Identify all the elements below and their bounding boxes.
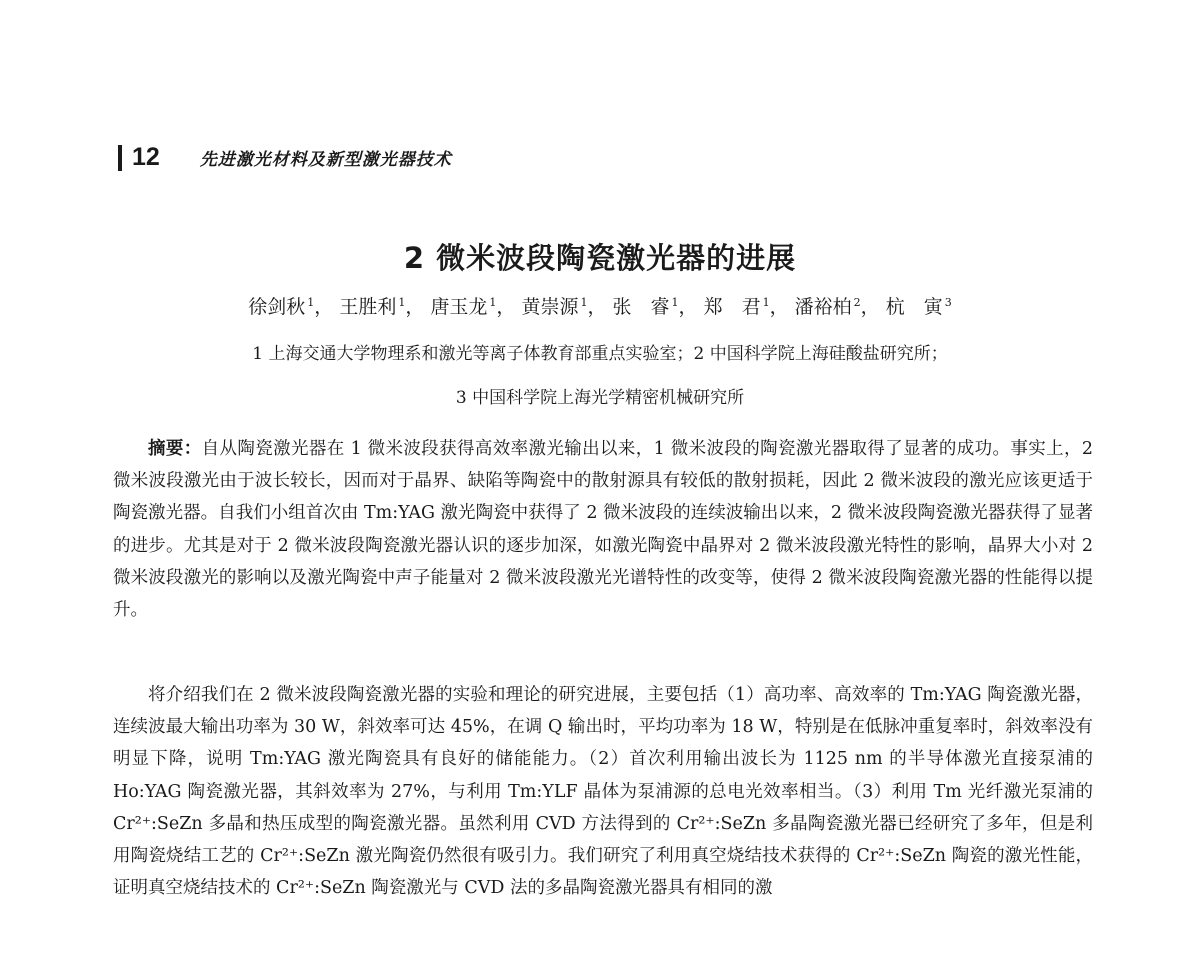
header-bar	[118, 145, 122, 171]
author-affiliation-mark: 1	[398, 296, 406, 309]
affiliation-line-2: 3 中国科学院上海光学精密机械研究所	[455, 388, 745, 408]
author-affiliation-mark: 1	[671, 296, 679, 309]
article-title: 2 微米波段陶瓷激光器的进展	[403, 241, 797, 275]
running-header	[118, 143, 452, 172]
affiliation-line-1: 1 上海交通大学物理系和激光等离子体教育部重点实验室；2 中国科学院上海硅酸盐研究所；	[252, 344, 948, 364]
author-name: 唐玉龙	[430, 296, 488, 318]
author-name: 郑 君	[703, 296, 761, 318]
author-affiliation-mark: 3	[944, 296, 952, 309]
book-title: 先进激光材料及新型激光器技术	[199, 150, 452, 170]
author-list: 徐剑秋 $^1$， 王胜利 $^1$， 唐玉龙 $^1$， 黄崇源 $^1$， 张 睿 $^1$， 郑 君 $^1$， 潘裕柏 $^2$， 杭 寅 $^3$	[248, 296, 952, 318]
author-name: 张 睿	[612, 296, 670, 318]
author-name: 王胜利	[339, 296, 397, 318]
author-affiliation-mark: 1	[762, 296, 770, 309]
page-number: 12	[132, 143, 160, 171]
author-name: 潘裕柏	[794, 296, 852, 318]
abstract-label: 摘要：	[148, 439, 202, 459]
author-name: 徐剑秋	[248, 296, 306, 318]
abstract-text: 自从陶瓷激光器在 1 微米波段获得高效率激光输出以来，1 微米波段的陶瓷激光器取得了显著的成功。事实上，2 微米波段激光由于波长较长，因而对于晶界、缺陷等陶瓷中的散射源具有较低的散射损耗，因此 2 微米波段的激光应该更适于陶瓷激光器。自我们小组首次由 Tm:YAG 激光陶瓷中获得了 2 微米波段的连续波输出以来，2 微米波段陶瓷激光器获得了显著的进步。尤其是对于 2 微米波段陶瓷激光器认识的逐步加深，如激光陶瓷中晶界对 2 微米波段激光特性的影响，晶界大小对 2 微米波段激光的影响以及激光陶瓷中声子能量对 2 微米波段激光光谱特性的改变等，使得 2 微米波段陶瓷激光器的性能得以提升。	[113, 439, 1094, 621]
author-affiliation-mark: 1	[580, 296, 588, 309]
author-affiliation-mark: 1	[489, 296, 497, 309]
author-affiliation-mark: 2	[853, 296, 861, 309]
author-name: 杭 寅	[885, 296, 943, 318]
author-affiliation-mark: 1	[307, 296, 315, 309]
author-name: 黄崇源	[521, 296, 579, 318]
abstract-paragraph	[113, 433, 1093, 626]
intro-paragraph: 将介绍我们在 2 微米波段陶瓷激光器的实验和理论的研究进展，主要包括（1）高功率、高效率的 Tm:YAG 陶瓷激光器，连续波最大输出功率为 30 W，斜效率可达 45%，在调 Q 输出时，平均功率为 18 W，特别是在低脉冲重复率时，斜效率没有明显下降，说明 Tm:YAG 激光陶瓷具有良好的储能能力。（2）首次利用输出波长为 1125 nm 的半导体激光直接泵浦的 Ho:YAG 陶瓷激光器，其斜效率为 27%，与利用 Tm:YLF 晶体为泵浦源的总电光效率相当。（3）利用 Tm 光纤激光泵浦的 Cr²⁺:SeZn 多晶和热压成型的陶瓷激光器。虽然利用 CVD 方法得到的 Cr²⁺:SeZn 多晶陶瓷激光器已经研究了多年，但是利用陶瓷烧结工艺的 Cr²⁺:SeZn 激光陶瓷仍然很有吸引力。我们研究了利用真空烧结技术获得的 Cr²⁺:SeZn 陶瓷的激光性能，证明真空烧结技术的 Cr²⁺:SeZn 陶瓷激光与 CVD 法的多晶陶瓷激光器具有相同的激	[113, 685, 1093, 899]
